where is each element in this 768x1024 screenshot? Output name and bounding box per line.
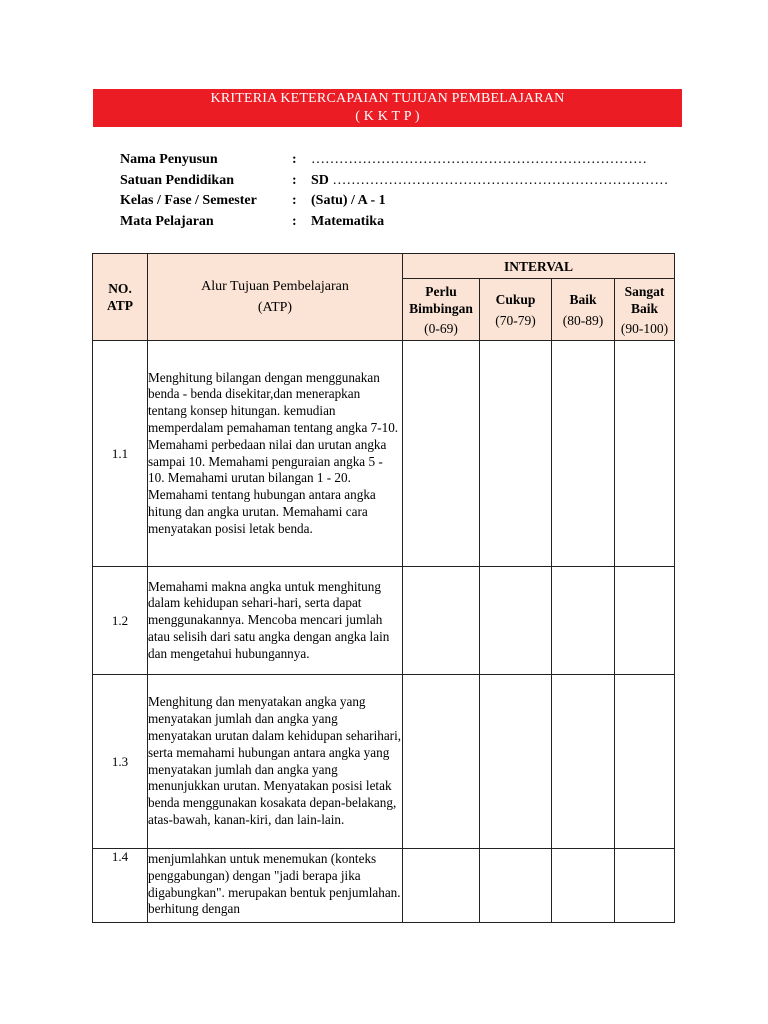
header-cukup: Cukup (70-79) (480, 279, 552, 341)
meta-value: Matematika (311, 213, 385, 229)
score-cell (615, 567, 675, 675)
score-cell (403, 567, 480, 675)
kktp-table (92, 253, 675, 923)
score-cell (552, 849, 615, 923)
meta-colon: : (292, 152, 297, 167)
document-title-banner (93, 89, 682, 127)
header-sangat-baik: Sangat Baik (90-100) (615, 279, 675, 341)
meta-value: (Satu) / A - 1 (311, 193, 386, 208)
fill-in-dots: ……………………………………………………………… (328, 172, 669, 188)
score-cell (552, 675, 615, 849)
meta-value (311, 150, 647, 171)
meta-value: SD ……………………………………………………………… (311, 172, 669, 188)
meta-colon: : (292, 193, 297, 208)
score-cell (615, 675, 675, 849)
table-row (93, 675, 675, 849)
header-interval: INTERVAL (403, 254, 675, 279)
meta-colon: : (292, 213, 297, 229)
score-cell (615, 341, 675, 567)
score-cell (552, 567, 615, 675)
table-row (93, 567, 675, 675)
score-cell (480, 849, 552, 923)
meta-colon: : (292, 172, 297, 188)
atp-number: 1.2 (93, 567, 148, 675)
atp-description: Menghitung dan menyatakan angka yang menyatakan jumlah dan angka yang menyatakan urutan dalam kehidupan seharihari, serta memahami hubungan antara angka yang menyatakan jumlah dan angka yang menunjukkan urutan. Menyatakan posisi letak benda menggunakan kosakata depan-belakang, atas-bawah, kanan-kiri, dan lain-lain. (148, 675, 403, 849)
meta-label: Satuan Pendidikan (120, 172, 234, 188)
score-cell (552, 341, 615, 567)
header-perlu-bimbingan: Perlu Bimbingan (0-69) (403, 279, 480, 341)
score-cell (480, 341, 552, 567)
score-cell (403, 341, 480, 567)
atp-description: Memahami makna angka untuk menghitung dalam kehidupan sehari-hari, serta dapat menggunakannya. Mencoba mencari jumlah atau selisih dari satu angka dengan angka lain dan mengetahui hubungannya. (148, 567, 403, 675)
document-title: KRITERIA KETERCAPAIAN TUJUAN PEMBELAJARAN (210, 91, 565, 106)
table-row (93, 849, 675, 923)
atp-number: 1.1 (93, 341, 148, 567)
atp-description: menjumlahkan untuk menemukan (konteks penggabungan) dengan "jadi berapa jika digabungkan". merupakan bentuk penjumlahan. berhitung dengan (148, 851, 401, 917)
score-cell (403, 675, 480, 849)
table-row (93, 341, 675, 567)
header-alur-tujuan-pembelajaran: Alur Tujuan Pembelajaran (ATP) (148, 254, 403, 341)
atp-description: Menghitung bilangan dengan menggunakan benda - benda disekitar,dan menerapkan tentang konsep hitungan. kemudian memperdalam pemahaman tentang angka 7-10. Memahami perbedaan nilai dan urutan angka sampai 10. Memahami penguraian angka 5 - 10. Memahami urutan bilangan 1 - 20. Memahami tentang hubungan antara angka hitung dan angka urutan. Memahami cara menyatakan posisi letak benda. (148, 341, 403, 567)
score-cell (615, 849, 675, 923)
atp-number: 1.3 (93, 675, 148, 849)
header-no-atp: NO. ATP (93, 254, 148, 341)
score-cell (480, 675, 552, 849)
header-baik: Baik (80-89) (552, 279, 615, 341)
atp-description-cell (148, 849, 403, 923)
score-cell (480, 567, 552, 675)
meta-label: Kelas / Fase / Semester (120, 193, 257, 208)
atp-number: 1.4 (93, 849, 148, 923)
meta-label: Nama Penyusun (120, 152, 218, 167)
fill-in-dots: ……………………………………………………………… (311, 152, 647, 167)
meta-label: Mata Pelajaran (120, 213, 214, 229)
score-cell (403, 849, 480, 923)
document-subtitle: ( K K T P ) (355, 109, 420, 124)
